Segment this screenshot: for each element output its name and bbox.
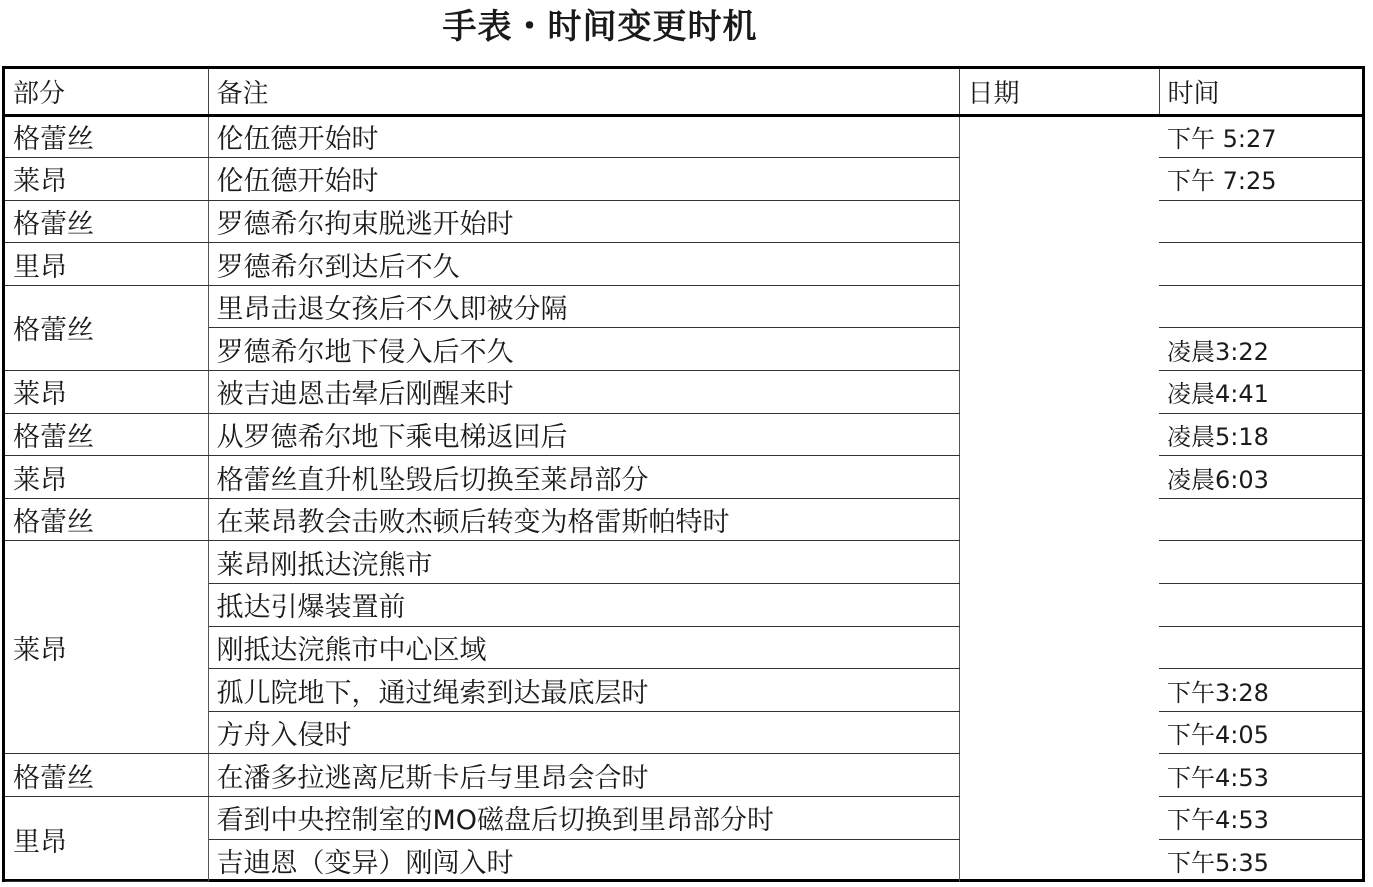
time-cell: 下午4:53 (1159, 797, 1362, 840)
header-date: 日期 (959, 69, 1159, 115)
table-row (5, 839, 1362, 882)
note-cell: 在莱昂教会击败杰顿后转变为格雷斯帕特时 (208, 498, 959, 541)
date-cell (959, 115, 1159, 882)
header-time: 时间 (1159, 69, 1362, 115)
table-row (5, 498, 1362, 541)
table-row (5, 584, 1362, 627)
note-cell: 格蕾丝直升机坠毁后切换至莱昂部分 (208, 456, 959, 499)
note-cell: 方舟入侵时 (208, 711, 959, 754)
note-cell: 罗德希尔拘束脱逃开始时 (208, 200, 959, 243)
header-part: 部分 (5, 69, 208, 115)
note-cell: 抵达引爆装置前 (208, 584, 959, 627)
note-cell: 伦伍德开始时 (208, 158, 959, 201)
part-cell: 格蕾丝 (5, 115, 208, 158)
table-row (5, 669, 1362, 712)
time-cell: 下午5:35 (1167, 849, 1269, 878)
note-cell: 吉迪恩（变异）刚闯入时 (208, 839, 959, 882)
note-cell: 伦伍德开始时 (208, 115, 959, 158)
table-row (5, 413, 1362, 456)
time-cell: 凌晨4:41 (1159, 371, 1362, 414)
time-cell: 下午4:05 (1159, 711, 1362, 754)
part-cell: 莱昂 (5, 158, 208, 201)
table-body (5, 115, 1362, 882)
table-row (5, 626, 1362, 669)
note-cell: 罗德希尔地下侵入后不久 (208, 328, 959, 371)
time-cell (1159, 243, 1362, 286)
note-cell: 孤儿院地下，通过绳索到达最底层时 (208, 669, 959, 712)
time-cell (1159, 541, 1362, 584)
time-cell (1159, 200, 1362, 243)
time-cell: 凌晨3:22 (1159, 328, 1362, 371)
note-cell: 在潘多拉逃离尼斯卡后与里昂会合时 (208, 754, 959, 797)
time-cell: 下午4:53 (1159, 754, 1362, 797)
header-row (5, 69, 1362, 115)
table-row (5, 328, 1362, 371)
page-title: 手表・时间变更时机 (442, 7, 758, 47)
header-note: 备注 (208, 69, 959, 115)
part-cell: 格蕾丝 (5, 754, 208, 797)
note-cell: 看到中央控制室的MO磁盘后切换到里昂部分时 (208, 797, 959, 840)
time-cell: 下午 5:27 (1159, 115, 1362, 158)
part-cell: 格蕾丝 (5, 413, 208, 456)
table-row (5, 115, 1362, 158)
time-cell: 凌晨6:03 (1159, 456, 1362, 499)
part-cell: 格蕾丝 (5, 498, 208, 541)
note-cell: 从罗德希尔地下乘电梯返回后 (208, 413, 959, 456)
part-cell: 格蕾丝 (5, 285, 208, 370)
part-cell: 里昂 (5, 797, 208, 882)
time-cell (1159, 285, 1362, 328)
note-cell: 刚抵达浣熊市中心区域 (208, 626, 959, 669)
time-cell: 下午3:28 (1159, 669, 1362, 712)
table-row (5, 754, 1362, 797)
time-cell: 凌晨5:18 (1159, 413, 1362, 456)
note-cell: 里昂击退女孩后不久即被分隔 (208, 285, 959, 328)
table-row (5, 285, 1362, 328)
table-row (5, 797, 1362, 840)
part-cell: 莱昂 (5, 456, 208, 499)
timing-table (2, 66, 1365, 882)
table-row (5, 200, 1362, 243)
part-cell: 格蕾丝 (5, 200, 208, 243)
table-row (5, 456, 1362, 499)
table-row (5, 711, 1362, 754)
time-cell (1159, 626, 1362, 669)
time-cell (1159, 498, 1362, 541)
table-row (5, 158, 1362, 201)
part-cell: 里昂 (5, 243, 208, 286)
time-cell: 下午 7:25 (1159, 158, 1362, 201)
note-cell: 莱昂刚抵达浣熊市 (208, 541, 959, 584)
time-cell (1159, 584, 1362, 627)
part-cell: 莱昂 (5, 371, 208, 414)
table-row (5, 371, 1362, 414)
part-cell: 莱昂 (5, 541, 208, 754)
note-cell: 罗德希尔到达后不久 (208, 243, 959, 286)
table-row (5, 243, 1362, 286)
table-row (5, 541, 1362, 584)
note-cell: 被吉迪恩击晕后刚醒来时 (208, 371, 959, 414)
